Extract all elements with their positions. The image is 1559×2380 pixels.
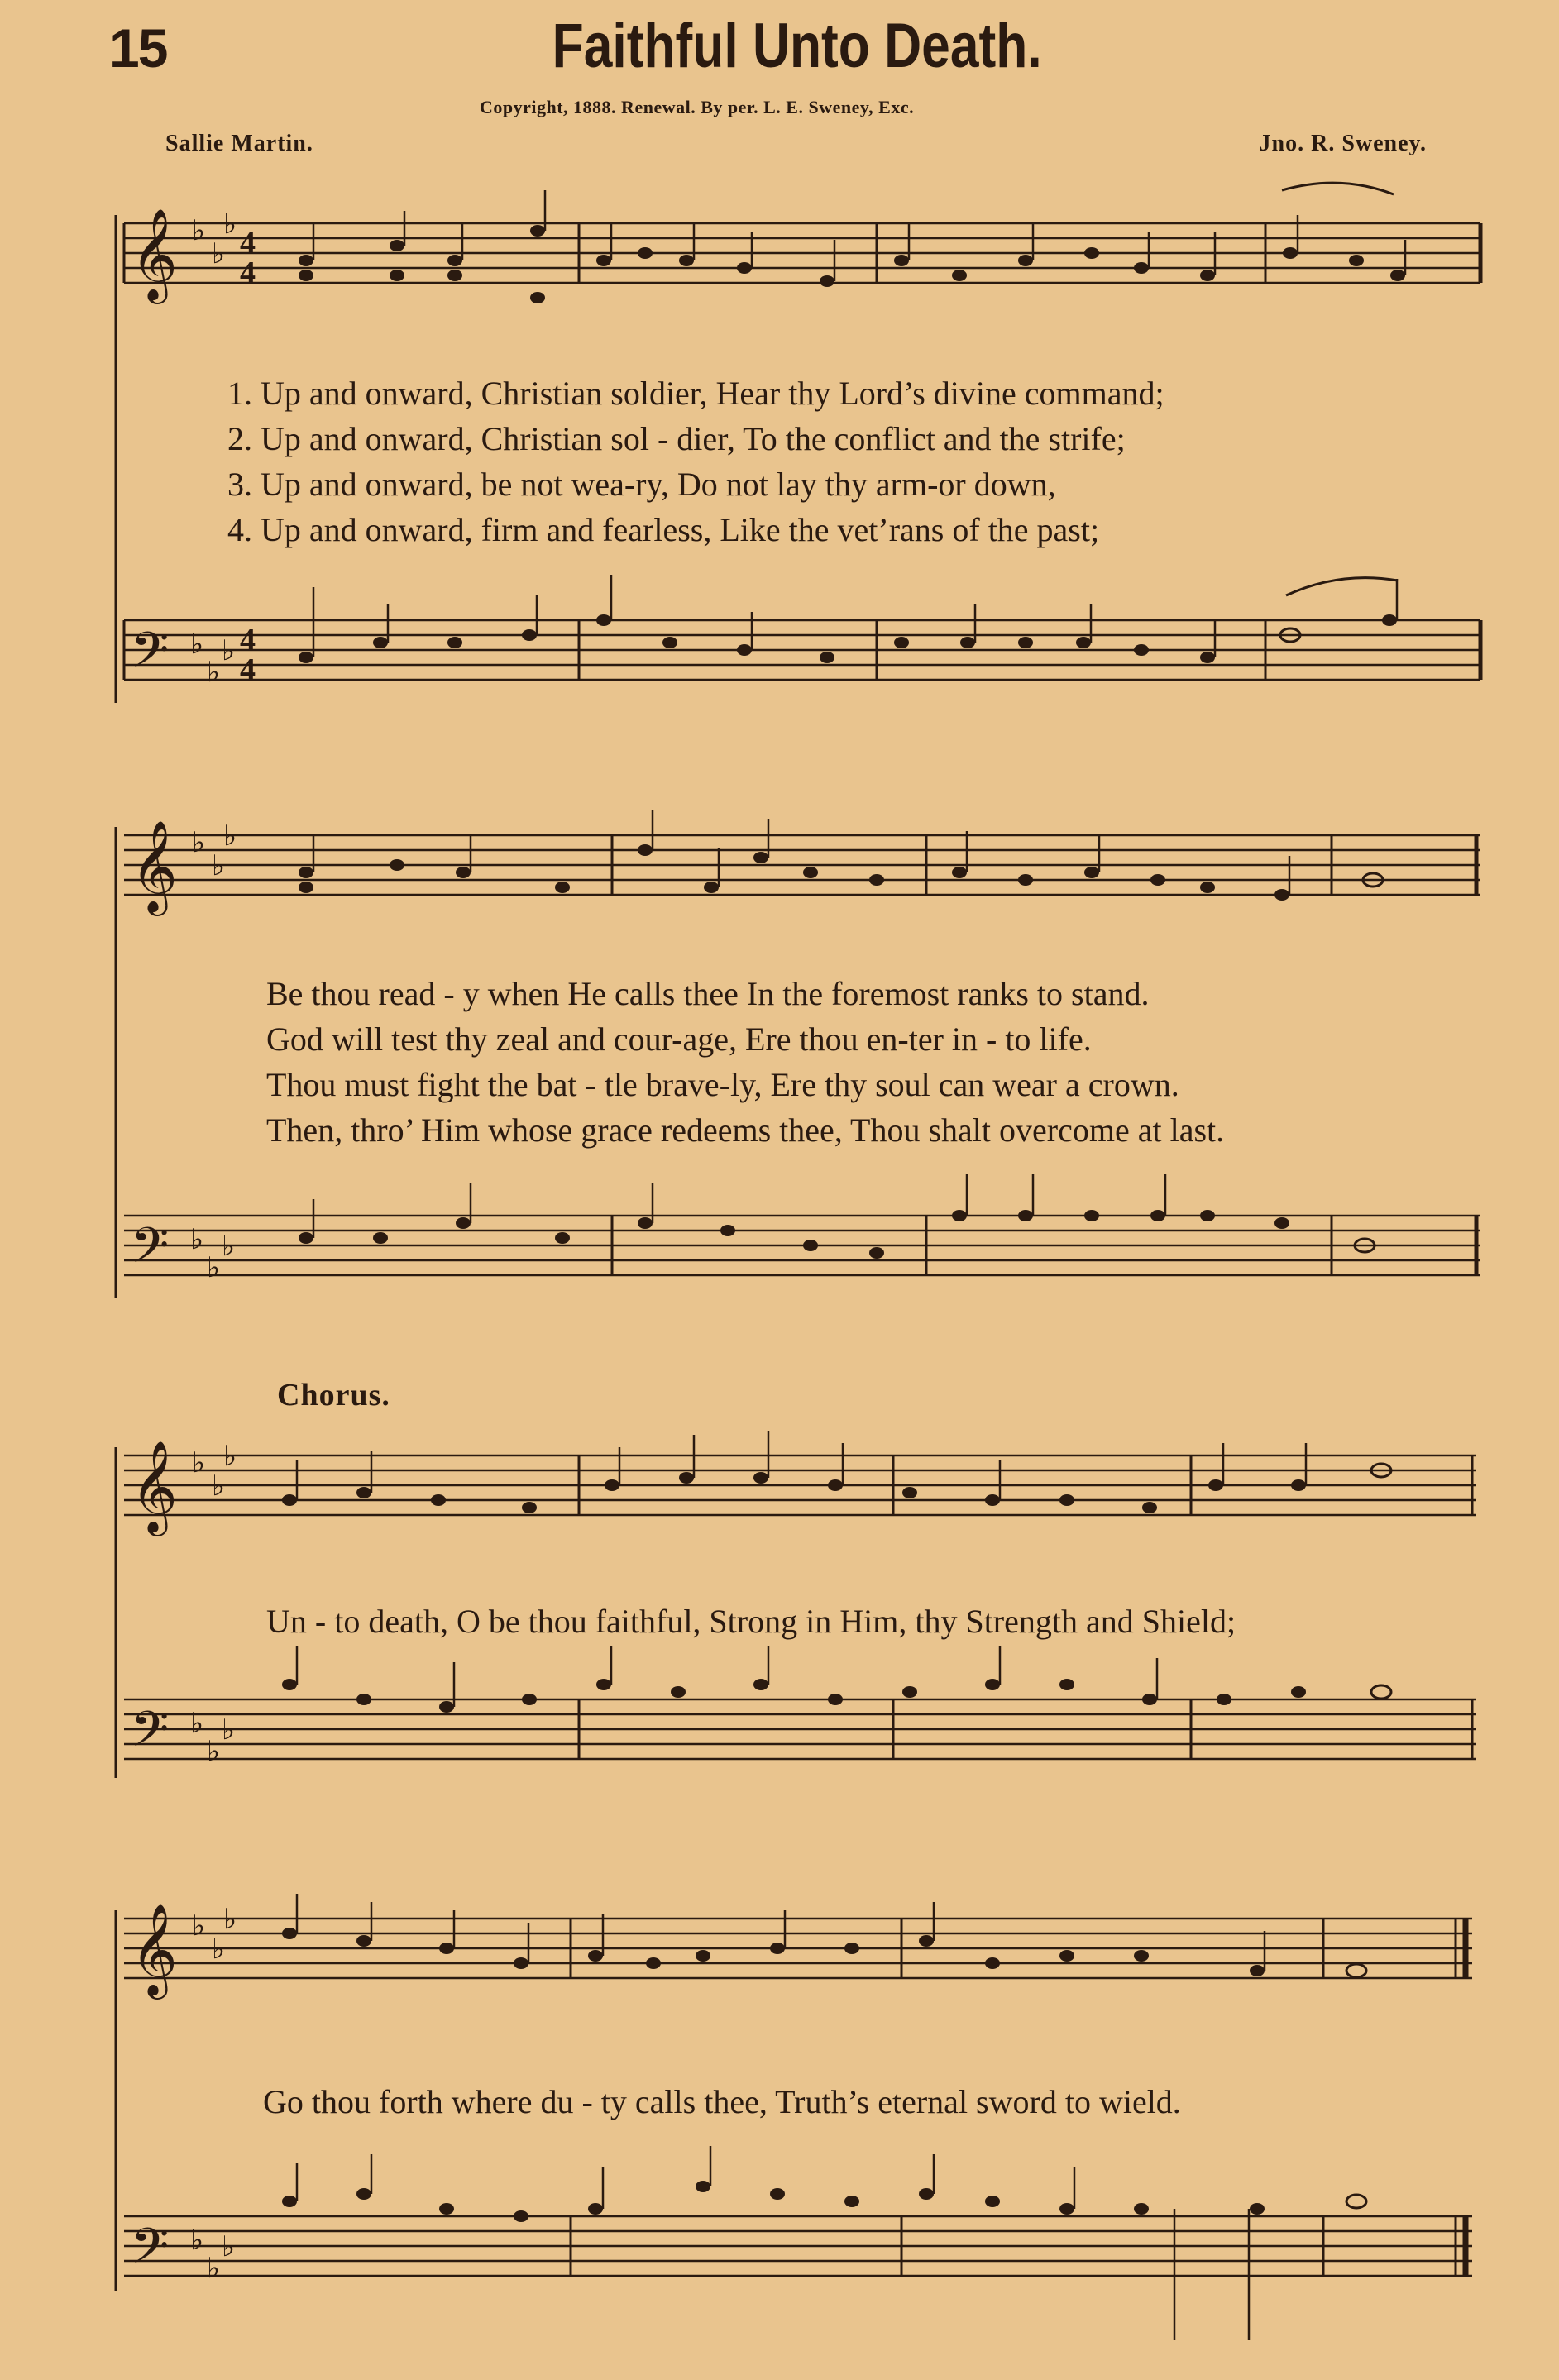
svg-text:♭: ♭ [192,1446,206,1479]
svg-text:♭: ♭ [223,1440,237,1473]
svg-text:♭: ♭ [212,849,226,882]
hymn-number: 15 [109,17,167,79]
svg-text:♭: ♭ [192,1909,206,1943]
svg-text:4: 4 [240,623,256,657]
svg-text:♭: ♭ [190,1223,204,1256]
treble-staff [124,1919,1472,1978]
verse-2-line-a: 2. Up and onward, Christian sol - dier, To the conflict and the strife; [227,420,1126,457]
svg-text:♭: ♭ [207,2252,221,2285]
svg-text:♭: ♭ [222,1230,236,1263]
treble-clef-icon: 𝄞 [131,1903,178,1995]
treble-staff [124,223,1480,283]
svg-text:♭: ♭ [222,634,236,667]
copyright-notice: Copyright, 1888. Renewal. By per. L. E. Sweney, Exc. [480,97,915,117]
svg-text:♭: ♭ [222,1713,236,1747]
verse-3-line-b: Thou must fight the bat - tle brave-ly, Ere thy soul can wear a crown. [266,1066,1179,1103]
slur-icon [1286,578,1398,595]
treble-clef-icon: 𝄞 [131,1440,178,1532]
svg-text:♭: ♭ [207,656,221,689]
svg-text:♭: ♭ [223,1903,237,1936]
svg-text:♭: ♭ [207,1251,221,1284]
bass-clef-icon: 𝄢 [131,1700,170,1770]
bass-staff [124,2216,1472,2276]
verse-2-line-b: God will test thy zeal and cour-age, Ere thou en-ter in - to life. [266,1020,1092,1058]
bass-clef-icon: 𝄢 [131,621,170,691]
svg-text:♭: ♭ [212,237,226,270]
chorus-label: Chorus. [277,1378,390,1412]
tie-icon [1282,183,1394,194]
key-signature-flats [190,820,237,1284]
svg-text:♭: ♭ [190,628,204,661]
treble-clef-icon: 𝄞 [131,208,178,300]
lyricist-credit: Sallie Martin. [165,131,313,156]
key-signature-flats [190,1440,237,1768]
svg-text:♭: ♭ [223,820,237,853]
barlines [116,827,1476,1298]
chorus-line-2: Go thou forth where du - ty calls thee, Truth’s eternal sword to wield. [263,2083,1181,2120]
note-heads [282,1928,1366,2222]
svg-text:♭: ♭ [223,208,237,241]
key-signature-flats [190,1903,237,2285]
treble-staff [124,835,1480,895]
bass-staff [124,620,1480,680]
hymn-title: Faithful Unto Death. [552,11,1042,81]
svg-text:♭: ♭ [190,1707,204,1740]
svg-text:♭: ♭ [192,826,206,859]
bass-clef-icon: 𝄢 [131,2217,170,2287]
bass-staff [124,1699,1476,1759]
svg-text:♭: ♭ [212,1470,226,1503]
verse-4-line-a: 4. Up and onward, firm and fearless, Like the vet’rans of the past; [227,511,1100,548]
svg-text:♭: ♭ [222,2230,236,2263]
svg-text:♭: ♭ [212,1933,226,1966]
svg-text:♭: ♭ [190,2224,204,2257]
treble-clef-icon: 𝄞 [131,820,178,912]
svg-text:4: 4 [240,256,256,290]
chorus-line-1: Un - to death, O be thou faithful, Strong in Him, thy Strength and Shield; [266,1603,1236,1640]
svg-text:4: 4 [240,226,256,260]
verse-1-line-a: 1. Up and onward, Christian soldier, Hear thy Lord’s divine command; [227,375,1164,412]
svg-text:4: 4 [240,652,256,687]
bass-clef-icon: 𝄢 [131,1216,170,1286]
barlines [116,215,1480,703]
verse-3-line-a: 3. Up and onward, be not wea-ry, Do not lay thy arm-or down, [227,466,1056,503]
svg-text:♭: ♭ [207,1735,221,1768]
verse-4-line-b: Then, thro’ Him whose grace redeems thee, Thou shalt overcome at last. [266,1111,1225,1149]
treble-staff [124,1455,1476,1515]
composer-credit: Jno. R. Sweney. [1259,131,1427,156]
svg-text:♭: ♭ [192,214,206,247]
verse-1-line-b: Be thou read - y when He calls thee In the foremost ranks to stand. [266,975,1150,1012]
note-stems [297,1431,1306,1707]
